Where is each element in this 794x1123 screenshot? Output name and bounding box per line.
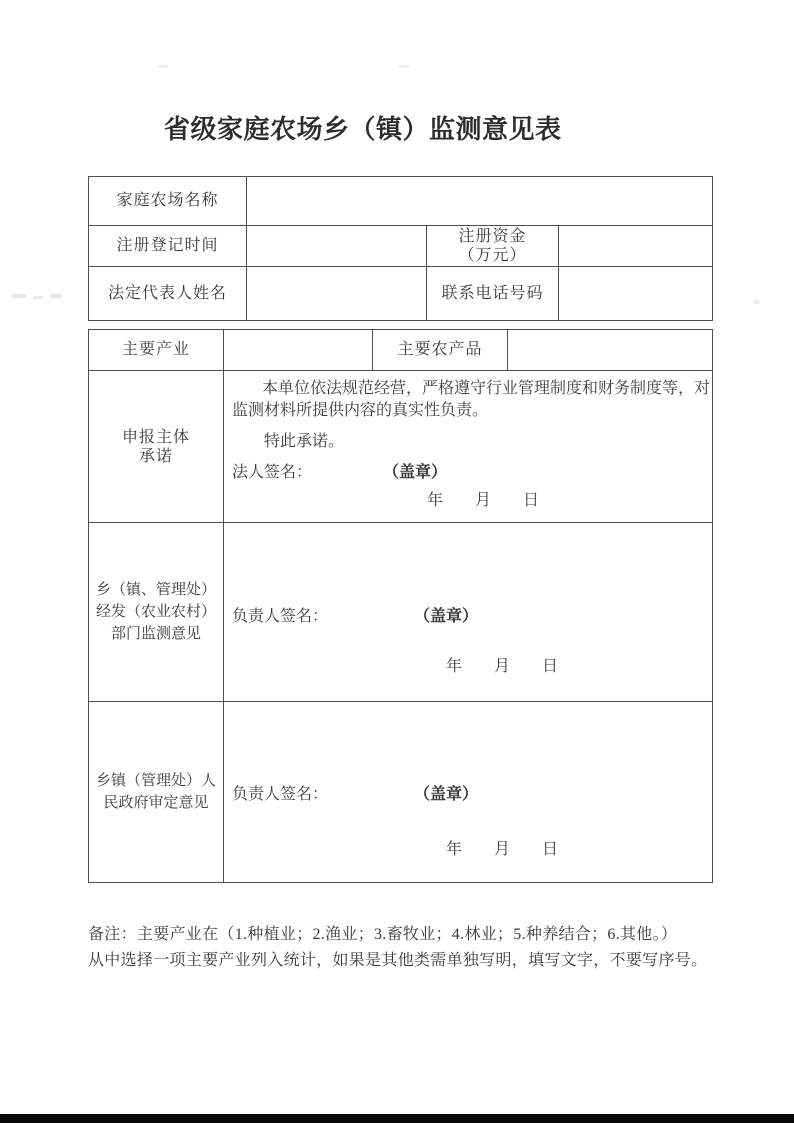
date-placeholder: 年 月 日 [427, 492, 540, 509]
footnote-line1: 备注：主要产业在（1.种植业；2.渔业；3.畜牧业；4.林业；5.种养结合；6.其他。） [88, 926, 678, 943]
township-gov-opinion-content-cell [224, 702, 713, 883]
table-row [89, 267, 713, 321]
page-title: 省级家庭农场乡（镇）监测意见表 [164, 115, 562, 144]
registered-capital-label-line1: 注册资金 [458, 228, 527, 245]
township-dept-opinion-label [89, 523, 224, 702]
township-dept-opinion-label-line3: 部门监测意见 [110, 626, 201, 642]
township-dept-opinion-label-line2: 经发（农业农村） [95, 604, 216, 620]
registered-capital-label [427, 226, 559, 267]
commitment-closing: 特此承诺。 [264, 433, 345, 450]
table-row [89, 330, 713, 371]
township-dept-opinion-label-line1: 乡（镇、管理处） [95, 582, 216, 598]
main-industry-label: 主要产业 [89, 330, 224, 371]
gov-signature-label: 负责人签名： [232, 786, 329, 803]
commitment-label [89, 371, 224, 523]
dept-signature-line [232, 603, 478, 626]
table-row [89, 177, 713, 226]
township-gov-opinion-label-line2: 民政府审定意见 [103, 795, 209, 811]
date-placeholder: 年 月 日 [446, 658, 559, 675]
seal-placeholder: （盖章） [414, 786, 479, 803]
commitment-label-line1: 申报主体 [121, 428, 190, 446]
scan-smudge [398, 65, 410, 68]
legal-representative-label: 法定代表人姓名 [89, 267, 247, 321]
seal-placeholder: （盖章） [414, 608, 479, 625]
township-dept-opinion-content-cell [224, 523, 713, 702]
opinions-table [88, 329, 713, 883]
registration-time-label: 注册登记时间 [89, 226, 247, 267]
table-row [89, 371, 713, 523]
date-placeholder: 年 月 日 [446, 841, 559, 858]
main-products-value-cell [508, 330, 713, 371]
farm-name-value-cell [247, 177, 713, 226]
scan-smudge [12, 294, 26, 298]
seal-placeholder: （盖章） [383, 464, 448, 481]
basic-info-table [88, 176, 713, 321]
township-gov-opinion-label-line1: 乡镇（管理处）人 [95, 773, 216, 789]
registered-capital-label-line2: （万元） [458, 247, 527, 264]
scan-smudge [33, 296, 43, 299]
legal-representative-value-cell [247, 267, 427, 321]
township-gov-opinion-label [89, 702, 224, 883]
scan-smudge [50, 294, 62, 298]
commitment-statement: 本单位依法规范经营，严格遵守行业管理制度和财务制度等，对监测材料所提供内容的真实性负责。 [232, 380, 711, 419]
scan-edge-bar [0, 1114, 794, 1123]
commitment-content-cell [224, 371, 713, 523]
table-row [89, 226, 713, 267]
scan-smudge [753, 300, 760, 304]
legal-signature-label: 法人签名： [232, 464, 313, 481]
phone-number-label: 联系电话号码 [427, 267, 559, 321]
main-industry-value-cell [224, 330, 373, 371]
footnote [88, 922, 728, 974]
legal-signature-line [232, 459, 447, 482]
table-row [89, 523, 713, 702]
table-row [89, 702, 713, 883]
gov-signature-line [232, 781, 478, 804]
footnote-line2: 从中选择一项主要产业列入统计，如果是其他类需单独写明，填写文字，不要写序号。 [88, 952, 708, 969]
scan-smudge [158, 65, 168, 68]
registration-time-value-cell [247, 226, 427, 267]
registered-capital-value-cell [559, 226, 713, 267]
farm-name-label: 家庭农场名称 [89, 177, 247, 226]
phone-number-value-cell [559, 267, 713, 321]
dept-signature-label: 负责人签名： [232, 608, 329, 625]
commitment-label-line2: 承诺 [138, 447, 173, 465]
main-products-label: 主要农产品 [373, 330, 508, 371]
